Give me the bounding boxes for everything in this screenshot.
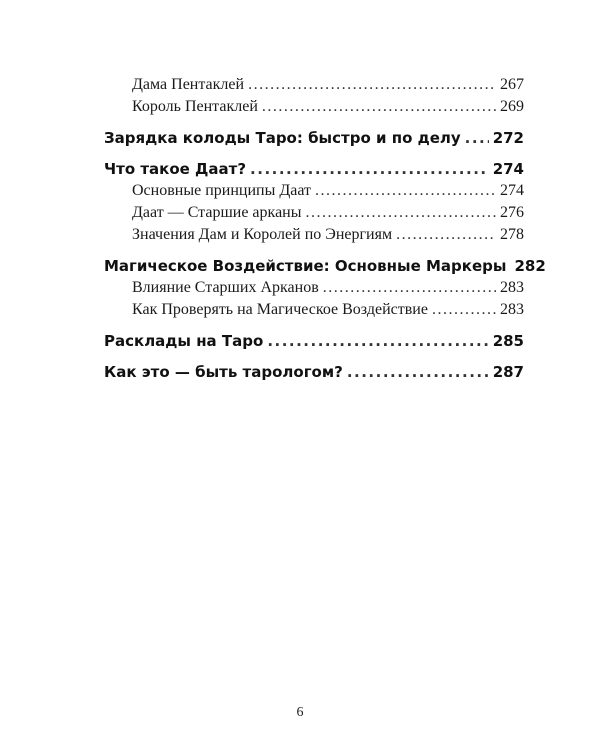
toc-entry-page: 276 — [500, 204, 524, 221]
toc-entry-title: Значения Дам и Королей по Энергиям — [132, 226, 393, 243]
dot-leader — [432, 299, 496, 321]
toc-entry-page: 278 — [500, 226, 524, 243]
toc-section[interactable] — [104, 255, 546, 277]
toc-entry[interactable] — [104, 96, 524, 118]
dot-leader — [396, 224, 496, 246]
toc-entry-title: Как Проверять на Магическое Воздействие — [132, 301, 428, 318]
dot-leader — [323, 277, 496, 299]
toc-entry-title: Основные принципы Даат — [132, 182, 312, 199]
dot-leader — [250, 158, 489, 180]
toc-section-page: 287 — [492, 363, 524, 381]
toc-entry-title: Дама Пентаклей — [132, 76, 245, 93]
toc-section-page: 272 — [492, 129, 524, 147]
section-gap — [104, 246, 524, 255]
toc-entry[interactable] — [104, 224, 524, 246]
toc-section-title: Что такое Даат? — [104, 160, 247, 178]
toc-entry-title: Даат — Старшие арканы — [132, 204, 302, 221]
toc-section-title: Расклады на Таро — [104, 332, 264, 350]
toc-entry[interactable] — [104, 180, 524, 202]
dot-leader — [248, 74, 496, 96]
dot-leader — [305, 202, 496, 224]
toc-entry-page: 274 — [500, 182, 524, 199]
toc-entry-page: 267 — [500, 76, 524, 93]
dot-leader — [347, 361, 489, 383]
toc-entry[interactable] — [104, 299, 524, 321]
dot-leader — [267, 330, 488, 352]
toc-entry-page: 269 — [500, 98, 524, 115]
toc-section-title: Зарядка колоды Таро: быстро и по делу — [104, 129, 461, 147]
toc-section[interactable] — [104, 158, 524, 180]
toc-entry[interactable] — [104, 202, 524, 224]
toc-section[interactable] — [104, 127, 524, 149]
toc-section-page: 282 — [514, 257, 546, 275]
dot-leader — [315, 180, 496, 202]
toc-section[interactable] — [104, 361, 524, 383]
toc-section-title: Магическое Воздействие: Основные Маркеры — [104, 257, 507, 275]
toc-section-page: 285 — [492, 332, 524, 350]
section-gap — [104, 149, 524, 158]
dot-leader — [465, 127, 489, 149]
page-number: 6 — [296, 705, 304, 720]
toc-section-title: Как это — быть тарологом? — [104, 363, 343, 381]
section-gap — [104, 352, 524, 361]
toc-section-page: 274 — [492, 160, 524, 178]
section-gap — [104, 118, 524, 127]
table-of-contents — [104, 74, 546, 383]
dot-leader — [262, 96, 496, 118]
toc-entry-page: 283 — [500, 301, 524, 318]
toc-entry[interactable] — [104, 277, 524, 299]
section-gap — [104, 321, 524, 330]
toc-entry-page: 283 — [500, 279, 524, 296]
toc-entry-title: Влияние Старших Арканов — [132, 279, 319, 296]
toc-section[interactable] — [104, 330, 524, 352]
toc-entry[interactable] — [104, 74, 524, 96]
toc-entry-title: Король Пентаклей — [132, 98, 258, 115]
